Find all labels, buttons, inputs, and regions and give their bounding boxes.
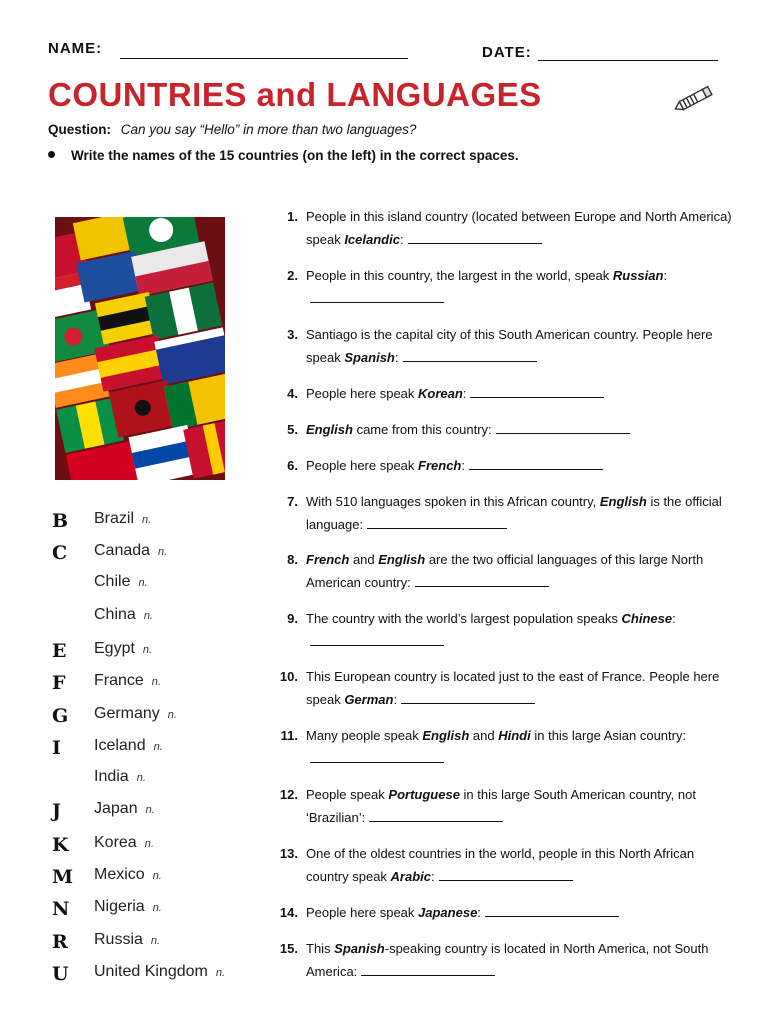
word-list-word [94,963,225,981]
word-list-word [94,542,167,560]
question-text [306,323,736,369]
name-field[interactable] [120,58,408,59]
question-text [306,418,736,441]
question-text: Can you say “Hello” in more than two languages? [120,122,417,137]
question-number: 13. [279,846,298,861]
word-list-pos: n. [136,772,146,784]
answer-blank[interactable] [470,383,604,398]
word-list-letter: B [52,510,69,532]
word-list-pos: n. [150,935,161,947]
word-list-item [52,834,282,864]
question-number: 10. [279,669,298,684]
answer-blank[interactable] [401,689,535,704]
instruction [48,148,519,163]
question-text [306,454,736,477]
word-list-pos: n. [142,514,152,526]
question-body: People here speak Korean: [306,386,467,401]
question-text [306,724,736,770]
question-body: This European country is located just to the east of France. People here speak German: [306,669,720,707]
question-text [306,783,736,829]
word-list-word [94,866,162,884]
word-list-country: Russia [94,931,143,948]
answer-blank[interactable] [361,961,495,976]
question-body: French and English are the two official languages of this large North American country: [306,552,704,590]
word-list-country: Nigeria [94,898,145,915]
question-number: 4. [287,386,298,401]
question-body: People in this country, the largest in the world, speak Russian: [306,268,668,283]
question-number: 3. [287,327,298,342]
word-list-country: France [94,672,144,689]
word-list-letter: C [52,542,68,564]
question-label: Question: [48,122,111,137]
word-list-item [52,573,282,603]
word-list-pos: n. [138,577,148,589]
word-list-item [52,931,282,961]
word-list-letter: E [52,640,67,662]
question-text [306,205,736,251]
word-list-word [94,573,148,591]
word-list-letter: U [52,963,69,985]
question-body: People here speak Japanese: [306,905,481,920]
question-number: 7. [287,494,298,509]
date-field[interactable] [538,60,718,61]
word-list-item [52,898,282,928]
question-body: People speak Portuguese in this large South American country, not ‘Brazilian’: [306,787,696,825]
question-text [306,665,736,711]
instruction-text: Write the names of the 15 countries (on the left) in the correct spaces. [71,148,519,163]
word-list-item [52,640,282,670]
word-list-word [94,705,177,723]
word-list-letter: R [52,931,68,953]
word-list-item [52,705,282,735]
answer-blank[interactable] [310,748,444,763]
word-list-item [52,542,282,572]
name-label: NAME: [48,40,103,57]
word-list-country: Egypt [94,640,135,657]
question-text [306,901,736,924]
answer-blank[interactable] [403,347,537,362]
page-title: COUNTRIES and LANGUAGES [48,76,542,113]
question-number: 11. [280,728,298,743]
word-list-letter: N [52,898,70,920]
word-list-item [52,800,282,830]
date-label: DATE: [482,44,532,61]
word-list-pos: n. [144,838,154,850]
answer-blank[interactable] [310,288,444,303]
question-number: 6. [287,458,298,473]
word-list-letter: I [52,737,61,759]
question-number: 9. [287,611,298,626]
question-body: People here speak French: [306,458,465,473]
word-list-word [94,800,155,818]
question-number: 14. [279,905,298,920]
answer-blank[interactable] [485,902,619,917]
word-list-country: Chile [94,573,131,590]
word-list-word [94,737,163,755]
question-line [48,122,416,137]
word-list-item [52,672,282,702]
question-number: 1. [287,209,298,224]
word-list-pos: n. [145,804,155,816]
question-text [306,937,736,983]
word-list-country: China [94,606,136,623]
question-body: With 510 languages spoken in this African country, English is the official language: [306,494,722,532]
word-list-pos: n. [215,967,226,979]
word-list-pos: n. [143,610,153,622]
word-list-country: Germany [94,705,160,722]
word-list-item [52,963,282,993]
word-list-pos: n. [152,870,162,882]
word-list-letter: G [52,705,69,727]
word-list-letter: J [52,800,61,822]
word-list-country: Korea [94,834,137,851]
question-body: Many people speak English and Hindi in this large Asian country: [306,728,687,743]
answer-blank[interactable] [369,807,503,822]
word-list-word [94,898,162,916]
question-number: 5. [287,422,298,437]
word-list-item [52,768,282,798]
word-list-item [52,737,282,767]
word-list-item [52,606,282,636]
answer-blank[interactable] [439,866,573,881]
word-list-word [94,510,151,528]
question-number: 12. [279,787,298,802]
word-list-country: India [94,768,129,785]
question-number: 15. [279,941,298,956]
pencil-icon [672,82,718,116]
question-text [306,490,736,536]
flags-collage-image [55,217,225,480]
question-text [306,842,736,888]
question-text [306,264,736,310]
word-list-item [52,510,282,540]
word-list-pos: n. [151,676,161,688]
word-list-country: Iceland [94,737,146,754]
word-list-word [94,834,154,852]
answer-blank[interactable] [469,455,603,470]
question-body: English came from this country: [306,422,492,437]
question-body: One of the oldest countries in the world, people in this North African country speak Arabic: [306,846,695,884]
word-list-item [52,866,282,896]
answer-blank[interactable] [496,419,630,434]
answer-blank[interactable] [408,229,542,244]
question-body: Santiago is the capital city of this South American country. People here speak Spanish: [306,327,713,365]
word-list-word [94,672,161,690]
word-list-country: Brazil [94,510,135,527]
word-list-country: United Kingdom [94,963,208,980]
answer-blank[interactable] [310,631,444,646]
word-list-word [94,768,146,786]
question-body: This Spanish-speaking country is located in North America, not South America: [306,941,709,979]
word-list-word [94,606,153,624]
question-number: 8. [287,552,298,567]
word-list-letter: F [52,672,66,694]
word-list-country: Mexico [94,866,145,883]
word-list-pos: n. [152,902,162,914]
word-list-country: Japan [94,800,138,817]
answer-blank[interactable] [415,572,549,587]
word-list-pos: n. [153,741,163,753]
word-list-word [94,931,160,949]
question-body: The country with the world’s largest population speaks Chinese: [306,611,676,626]
word-list-pos: n. [167,709,177,721]
question-body: People in this island country (located between Europe and North America) speak Icelandic: [306,209,732,247]
word-list-pos: n. [158,546,168,558]
word-list-country: Canada [94,542,151,559]
question-number: 2. [287,268,298,283]
answer-blank[interactable] [367,514,507,529]
question-text [306,382,736,405]
word-list-letter: M [52,866,74,888]
word-list-pos: n. [142,644,153,656]
question-text [306,607,736,653]
word-list-word [94,640,152,658]
bullet-icon [48,151,55,158]
word-list-letter: K [52,834,69,856]
question-text [306,548,736,594]
